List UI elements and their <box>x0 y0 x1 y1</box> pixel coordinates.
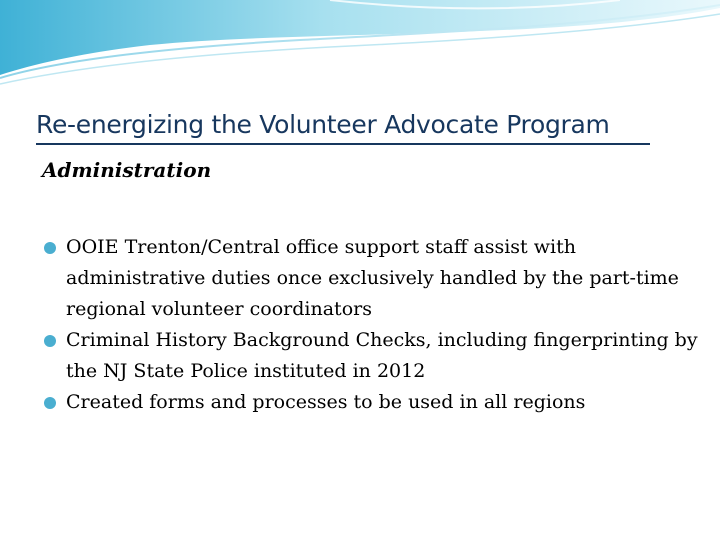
slide-title: Re-energizing the Volunteer Advocate Program <box>36 110 610 139</box>
bullet-text: Criminal History Background Checks, including fingerprinting by the NJ State Police instituted in 2012 <box>66 329 698 382</box>
bullet-dot-icon <box>44 335 56 347</box>
bullet-list <box>44 232 704 418</box>
title-underline <box>36 143 650 145</box>
bullet-text: OOIE Trenton/Central office support staff assist with administrative duties once exclusively handled by the part-time regional volunteer coordinators <box>66 236 679 320</box>
bullet-item <box>44 387 704 418</box>
header-wave-decoration <box>0 0 720 90</box>
slide-subtitle: Administration <box>42 158 212 182</box>
bullet-text: Created forms and processes to be used in all regions <box>66 391 586 413</box>
bullet-dot-icon <box>44 242 56 254</box>
bullet-dot-icon <box>44 397 56 409</box>
bullet-item <box>44 325 704 387</box>
bullet-item <box>44 232 704 325</box>
